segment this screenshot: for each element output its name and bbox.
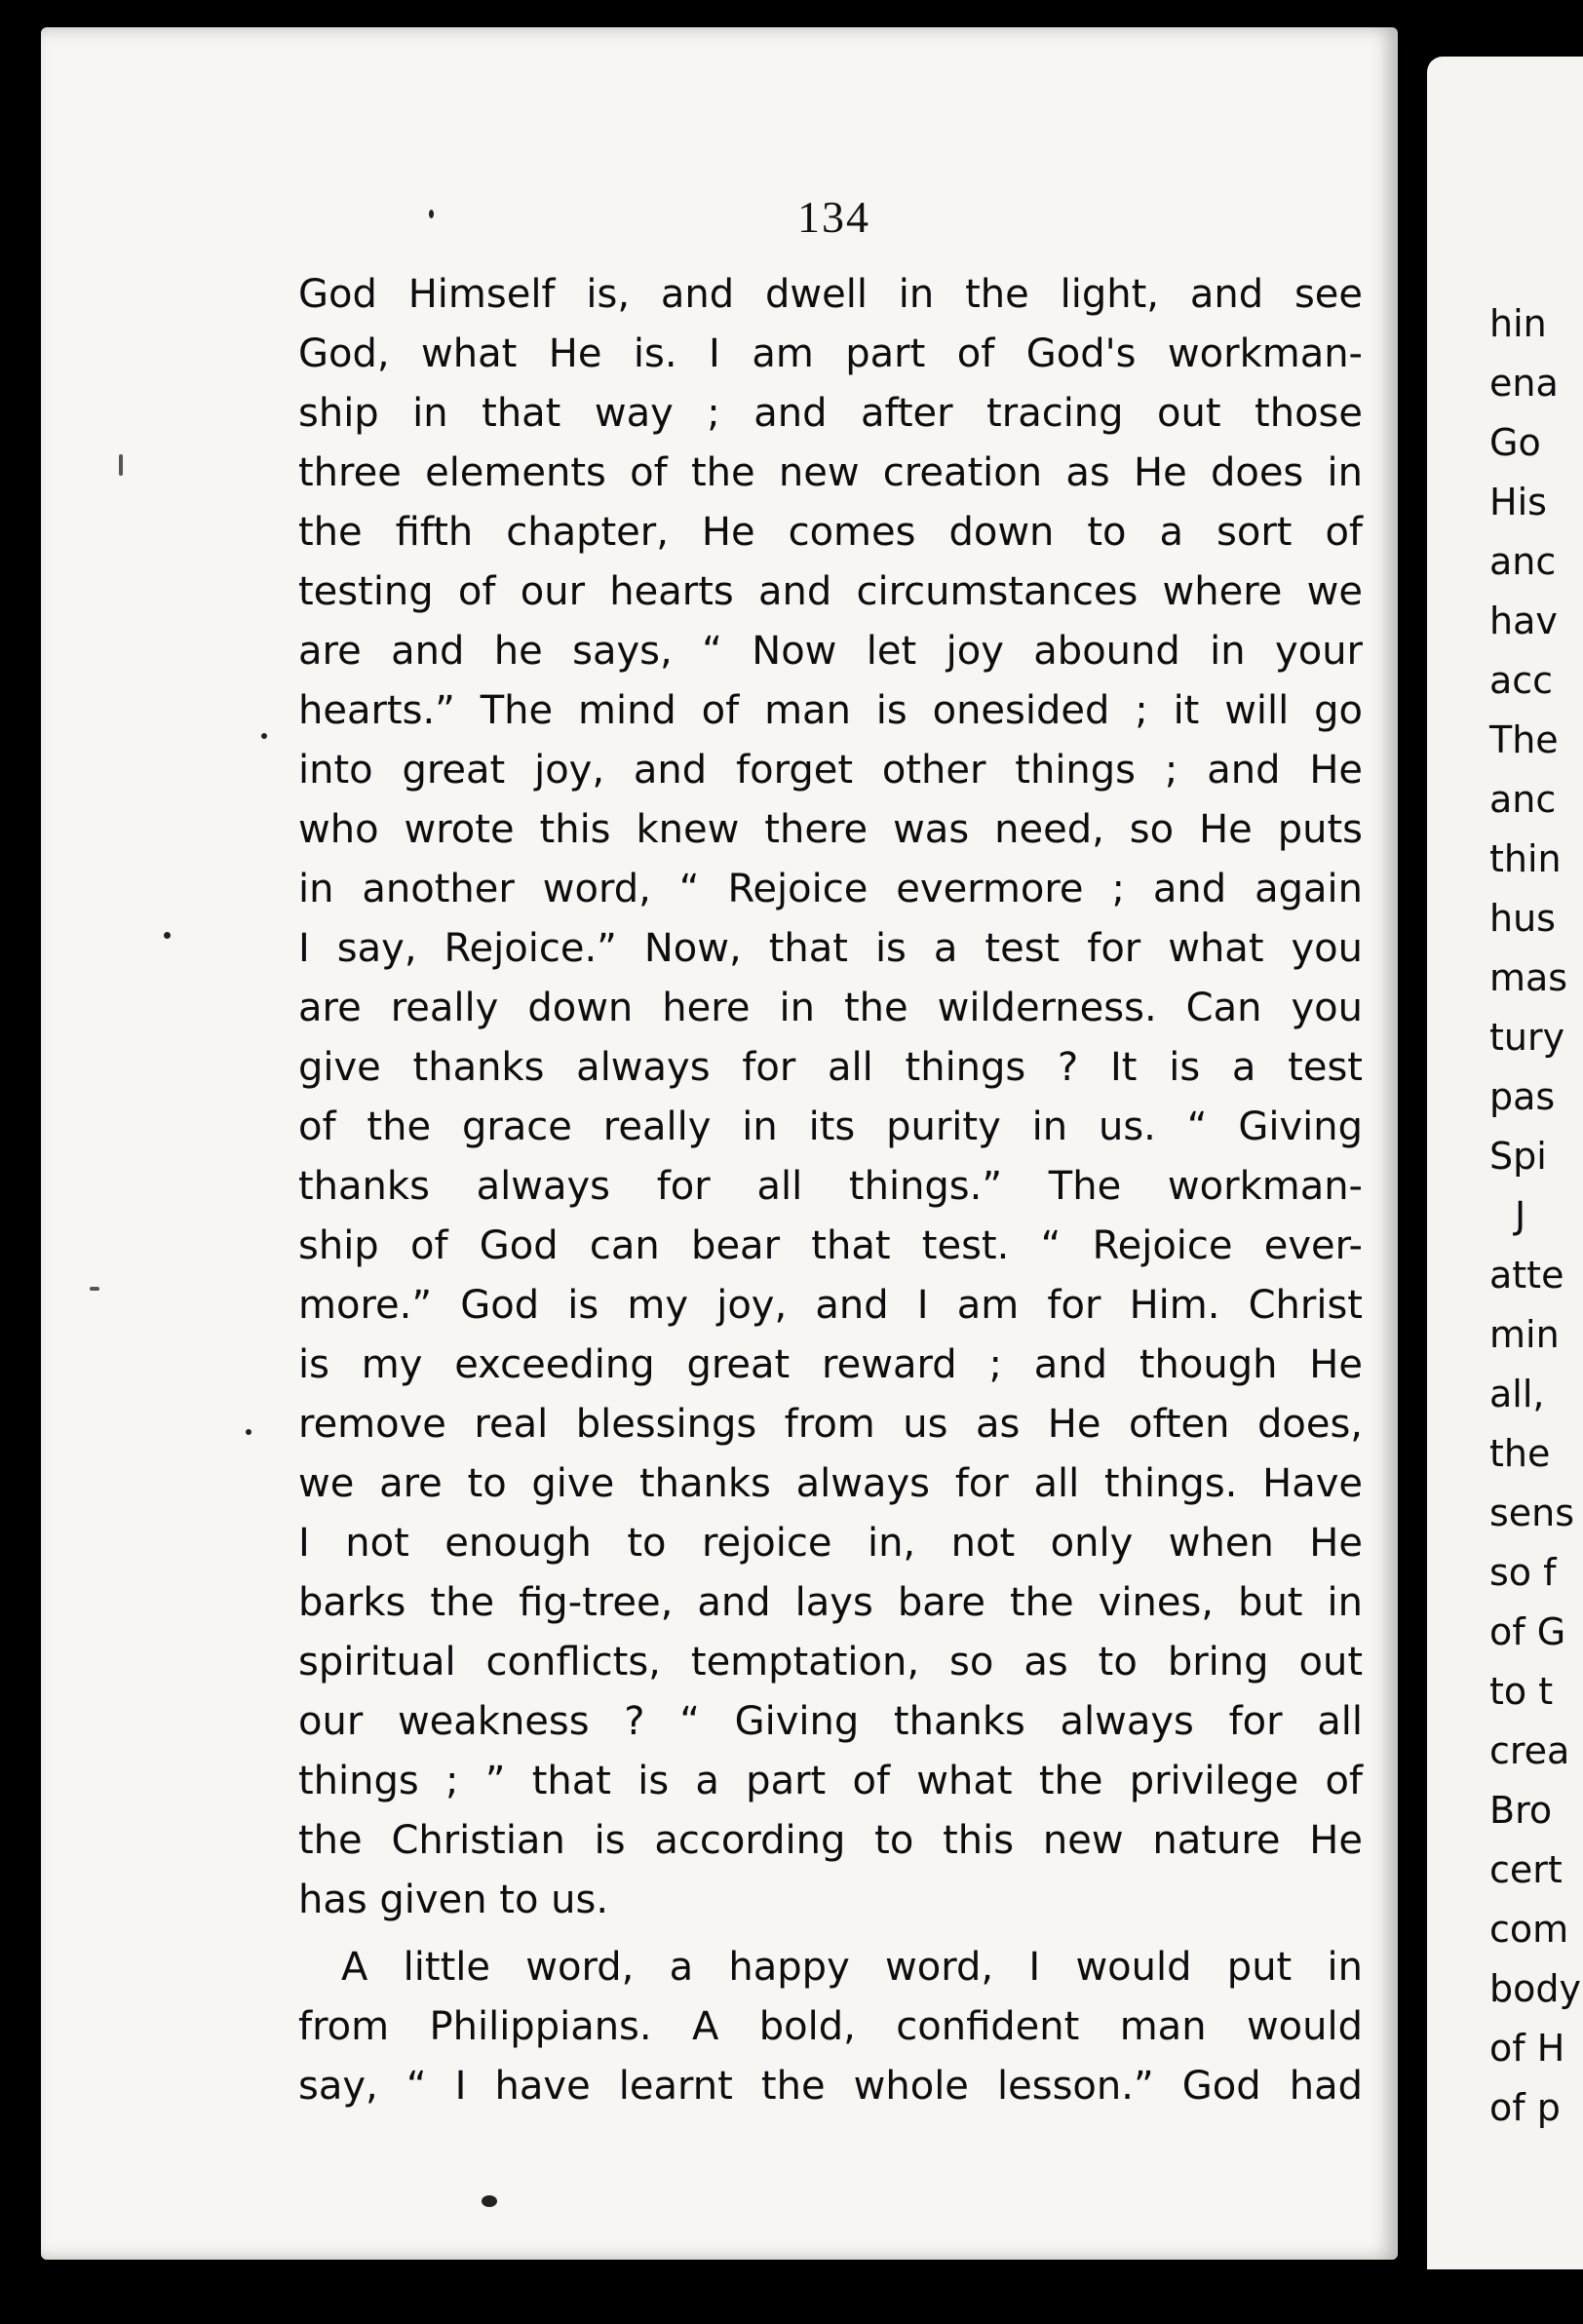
fragment-line: Go <box>1489 421 1541 464</box>
text-line: testing of our hearts and circumstances where we <box>298 569 1363 614</box>
fragment-line: anc <box>1489 540 1557 583</box>
text-line: thanks always for all things.” The workman- <box>298 1164 1363 1209</box>
text-line: ship in that way ; and after tracing out those <box>298 391 1363 436</box>
fragment-line: pas <box>1489 1075 1556 1118</box>
text-line: God, what He is. I am part of God's workman- <box>298 331 1363 376</box>
page-number: 134 <box>797 192 870 242</box>
text-line: give thanks always for all things ? It is a test <box>298 1045 1363 1090</box>
text-line: has given to us. <box>298 1878 609 1922</box>
scan-speck <box>261 733 267 739</box>
fragment-line: Spi <box>1489 1135 1547 1178</box>
fragment-line: anc <box>1489 778 1557 821</box>
text-line: ship of God can bear that test. “ Rejoice ever- <box>298 1223 1363 1268</box>
fragment-line: tury <box>1489 1016 1565 1059</box>
fragment-line: sens <box>1489 1491 1575 1534</box>
fragment-line: The <box>1489 718 1559 761</box>
fragment-line: the <box>1489 1432 1551 1475</box>
text-line: barks the fig-tree, and lays bare the vines, but in <box>298 1580 1363 1625</box>
fragment-line: ena <box>1489 362 1559 405</box>
fragment-line: hav <box>1489 600 1558 642</box>
fragment-line: atte <box>1489 1254 1564 1297</box>
text-line: God Himself is, and dwell in the light, and see <box>298 272 1363 317</box>
scan-speck <box>429 210 434 218</box>
text-line: from Philippians. A bold, confident man would <box>298 2004 1363 2049</box>
fragment-line: to t <box>1489 1670 1554 1713</box>
fragment-line: body <box>1489 1967 1581 2010</box>
text-line: who wrote this knew there was need, so He puts <box>298 807 1363 852</box>
fragment-line: min <box>1489 1313 1560 1356</box>
text-line: into great joy, and forget other things ; and He <box>298 748 1363 793</box>
text-line: the Christian is according to this new nature He <box>298 1818 1363 1863</box>
fragment-line: His <box>1489 481 1547 523</box>
scan-speck <box>482 2195 497 2207</box>
scan-speck <box>164 932 171 939</box>
text-line: A little word, a happy word, I would put in <box>341 1945 1363 1990</box>
fragment-line: of H <box>1489 2027 1565 2070</box>
text-line: our weakness ? “ Giving thanks always for all <box>298 1699 1363 1744</box>
page-body-text <box>298 265 1363 2116</box>
paragraph-gap <box>298 1930 1363 1938</box>
text-line: are and he says, “ Now let joy abound in your <box>298 629 1363 674</box>
fragment-line: hin <box>1489 302 1547 345</box>
fragment-line: com <box>1489 1908 1569 1951</box>
text-line: I say, Rejoice.” Now, that is a test for what you <box>298 926 1363 971</box>
text-line: we are to give thanks always for all things. Have <box>298 1461 1363 1506</box>
scan-speck <box>119 454 123 476</box>
text-line: are really down here in the wilderness. Can you <box>298 986 1363 1030</box>
text-line: hearts.” The mind of man is onesided ; it will go <box>298 688 1363 733</box>
fragment-line: cert <box>1489 1848 1563 1891</box>
facing-page-fragments <box>1489 294 1581 2138</box>
text-line: spiritual conflicts, temptation, so as to bring out <box>298 1640 1363 1685</box>
text-line: things ; ” that is a part of what the privilege of <box>298 1759 1363 1803</box>
scan-speck <box>90 1287 99 1291</box>
fragment-line: Bro <box>1489 1789 1553 1832</box>
fragment-line: crea <box>1489 1729 1570 1772</box>
fragment-line: all, <box>1489 1373 1545 1415</box>
fragment-line: acc <box>1489 659 1554 702</box>
fragment-line: so f <box>1489 1551 1557 1594</box>
text-line: in another word, “ Rejoice evermore ; and again <box>298 867 1363 911</box>
text-line: is my exceeding great reward ; and though He <box>298 1342 1363 1387</box>
fragment-line: of G <box>1489 1610 1566 1653</box>
fragment-line: J <box>1515 1194 1526 1237</box>
text-line: of the grace really in its purity in us. “ Giving <box>298 1104 1363 1149</box>
text-line: say, “ I have learnt the whole lesson.” God had <box>298 2064 1363 2109</box>
text-line: more.” God is my joy, and I am for Him. Christ <box>298 1283 1363 1328</box>
fragment-line: mas <box>1489 956 1568 999</box>
fragment-line: of p <box>1489 2086 1561 2129</box>
fragment-line: hus <box>1489 897 1556 940</box>
text-line: remove real blessings from us as He often does, <box>298 1402 1363 1447</box>
text-line: three elements of the new creation as He does in <box>298 450 1363 495</box>
fragment-line: thin <box>1489 837 1562 880</box>
text-line: the fifth chapter, He comes down to a sort of <box>298 510 1363 555</box>
scan-speck <box>246 1429 251 1435</box>
text-line: I not enough to rejoice in, not only when He <box>298 1521 1363 1566</box>
